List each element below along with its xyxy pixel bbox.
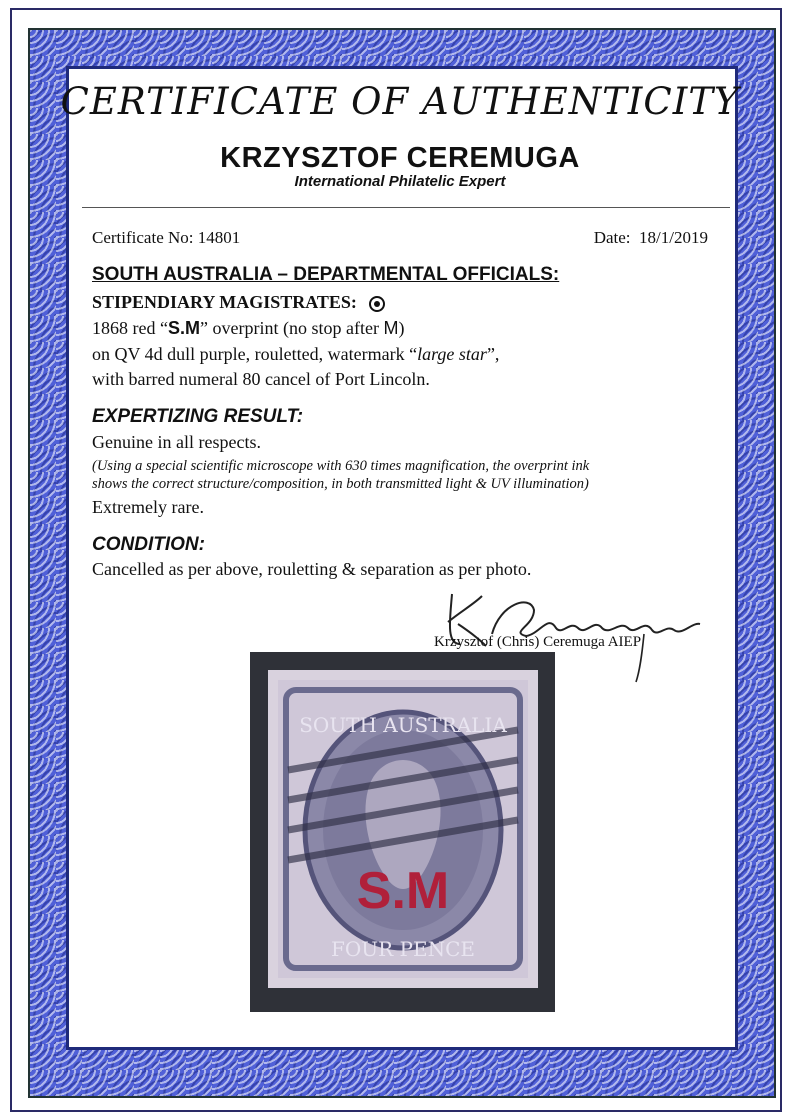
sub-heading: [92, 292, 385, 313]
certificate-date-value: 18/1/2019: [639, 228, 708, 247]
result-verdict: Genuine in all respects.: [92, 432, 261, 452]
description-text: ”,: [486, 344, 500, 364]
target-icon: [369, 296, 385, 312]
stamp-image: [268, 670, 538, 988]
stamp-bottom-text: FOUR PENCE: [330, 937, 476, 961]
certificate-title: CERTIFICATE OF AUTHENTICITY: [60, 80, 740, 123]
description-text: 1868 red “: [92, 318, 168, 338]
watermark-text: large star: [417, 344, 487, 364]
description-line-3: with barred numeral 80 cancel of Port Lincoln.: [92, 369, 430, 389]
description-line-1: [92, 318, 404, 339]
signer-name: Krzysztof (Chris) Ceremuga AIEP: [434, 634, 642, 650]
result-note-line-2: shows the correct structure/composition, in both transmitted light & UV illumination): [92, 476, 589, 492]
stamp-overprint: S.M: [356, 862, 450, 920]
overprint-text: S.M: [167, 318, 200, 338]
certificate-date-label: Date:: [593, 228, 631, 247]
expert-name: KRZYSZTOF CEREMUGA: [220, 142, 580, 174]
certificate-number-label: Certificate No:: [92, 228, 194, 247]
expert-subtitle: International Philatelic Expert: [294, 173, 506, 190]
certificate-number: [92, 228, 240, 248]
sub-heading-text: STIPENDIARY MAGISTRATES:: [92, 292, 357, 312]
country-heading: SOUTH AUSTRALIA – DEPARTMENTAL OFFICIALS:: [92, 264, 560, 285]
stamp-top-text: SOUTH AUSTRALIA: [299, 713, 507, 737]
description-text: ” overprint (no stop after: [200, 318, 384, 338]
result-heading: EXPERTIZING RESULT:: [92, 406, 304, 427]
header-divider: [82, 207, 730, 208]
certificate-date: [594, 228, 708, 248]
result-note-line-1: (Using a special scientific microscope with 630 times magnification, the overprint ink: [92, 458, 590, 474]
condition-text: Cancelled as per above, rouletting & separation as per photo.: [92, 559, 532, 579]
description-line-2: [92, 344, 499, 365]
certificate-number-value: 14801: [197, 228, 241, 247]
condition-heading: CONDITION:: [92, 534, 205, 555]
description-text: ): [398, 318, 405, 338]
result-rarity: Extremely rare.: [92, 497, 204, 517]
description-text: on QV 4d dull purple, rouletted, watermark “: [92, 344, 418, 364]
m-letter: M: [383, 318, 399, 338]
stamp-illustration: [268, 670, 538, 988]
